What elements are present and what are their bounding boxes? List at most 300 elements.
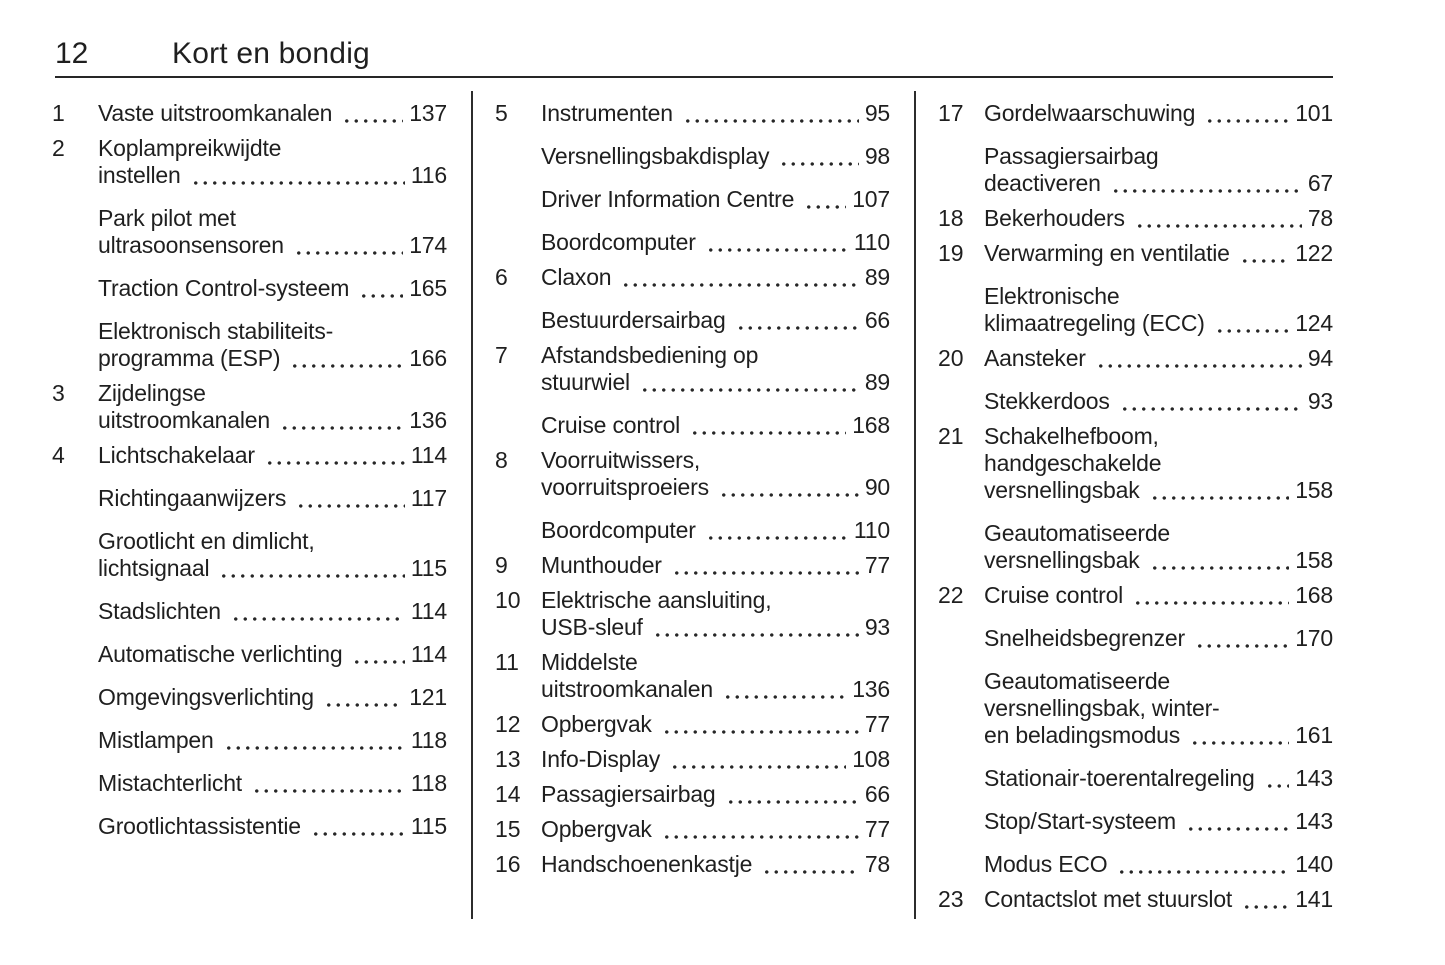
entry-number xyxy=(938,765,984,792)
entry-page-ref: 66 xyxy=(864,781,890,807)
entry-last-line xyxy=(98,162,447,189)
entry-label: Automatische verlichting xyxy=(98,641,343,667)
entry-number: 5 xyxy=(495,100,508,126)
entry-last-line xyxy=(984,477,1333,504)
entry-label: Claxon xyxy=(541,264,612,290)
entry-page-ref: 90 xyxy=(864,474,890,500)
dotted-leader xyxy=(350,641,404,668)
entry-content xyxy=(984,283,1333,337)
entry-label: Munthouder xyxy=(541,552,662,578)
entry-page-ref: 170 xyxy=(1295,625,1333,651)
entry-last-line xyxy=(541,746,890,773)
entry-number: 8 xyxy=(495,447,508,473)
entry-label: Boordcomputer xyxy=(541,229,696,255)
entry-content xyxy=(541,412,890,439)
dotted-leader xyxy=(357,275,403,302)
dotted-leader xyxy=(250,770,405,797)
entry-label: Opbergvak xyxy=(541,711,652,737)
entry-last-line xyxy=(541,369,890,396)
entry-content xyxy=(984,625,1333,652)
entry-label: Verwarming en ventilatie xyxy=(984,240,1230,266)
entry-label: Mistlampen xyxy=(98,727,214,753)
entry-content xyxy=(984,388,1333,415)
entry-content xyxy=(98,528,447,582)
entry-content xyxy=(98,205,447,259)
index-entry xyxy=(938,582,1333,609)
dotted-leader xyxy=(189,162,405,189)
entry-last-line xyxy=(98,598,447,625)
entry-label: klimaatregeling (ECC) xyxy=(984,310,1205,336)
entry-page-ref: 174 xyxy=(409,232,447,258)
index-entry xyxy=(495,100,890,127)
entry-content xyxy=(541,746,890,773)
dotted-leader xyxy=(638,369,859,396)
entry-number: 9 xyxy=(495,552,508,578)
entry-last-line xyxy=(984,345,1333,372)
entry-label-line: Zijdelingse xyxy=(98,380,206,406)
index-entry xyxy=(495,816,890,843)
entry-label: Traction Control-systeem xyxy=(98,275,350,301)
entry-number xyxy=(52,318,98,372)
entry-number xyxy=(938,520,984,574)
dotted-leader xyxy=(681,100,859,127)
index-entry xyxy=(938,345,1333,372)
entry-content xyxy=(984,205,1333,232)
page-number: 12 xyxy=(55,37,89,70)
index-entry xyxy=(52,275,447,302)
entry-label: Bestuurdersairbag xyxy=(541,307,726,333)
entry-page-ref: 114 xyxy=(410,598,447,624)
entry-page-ref: 89 xyxy=(864,369,890,395)
dotted-leader xyxy=(294,485,405,512)
entry-label: Stop/Start-systeem xyxy=(984,808,1176,834)
entry-last-line xyxy=(98,641,447,668)
entry-last-line xyxy=(98,345,447,372)
index-entry xyxy=(495,186,890,213)
entry-number xyxy=(495,143,541,170)
entry-label-line: Grootlicht en dimlicht, xyxy=(98,528,315,554)
entry-content xyxy=(98,641,447,668)
entry-page-ref: 118 xyxy=(410,727,447,753)
index-entry xyxy=(495,307,890,334)
entry-content xyxy=(98,380,447,434)
entry-number xyxy=(495,412,541,439)
entry-content xyxy=(984,240,1333,267)
entry-number xyxy=(495,517,541,544)
entry-content xyxy=(541,711,890,738)
entry-label: Richtingaanwijzers xyxy=(98,485,287,511)
entry-page-ref: 110 xyxy=(853,517,890,543)
entry-last-line xyxy=(541,851,890,878)
entry-content xyxy=(541,447,890,501)
entry-content xyxy=(541,649,890,703)
dotted-leader xyxy=(660,816,859,843)
entry-page-ref: 143 xyxy=(1295,765,1333,791)
index-entry xyxy=(495,447,890,501)
dotted-leader xyxy=(1148,547,1290,574)
index-entry xyxy=(495,781,890,808)
entry-last-line xyxy=(98,232,447,259)
entry-label: USB-sleuf xyxy=(541,614,643,640)
entry-label-line: Schakelhefboom, xyxy=(984,423,1159,449)
page-header xyxy=(55,0,1333,78)
entry-last-line xyxy=(984,765,1333,792)
index-entry xyxy=(495,517,890,544)
entry-number xyxy=(495,229,541,256)
entry-label-line: Middelste xyxy=(541,649,638,675)
index-entry xyxy=(938,240,1333,267)
entry-label: deactiveren xyxy=(984,170,1101,196)
entry-number xyxy=(938,283,984,337)
index-entry xyxy=(495,229,890,256)
entry-page-ref: 124 xyxy=(1295,310,1333,336)
entry-last-line xyxy=(98,727,447,754)
index-entry xyxy=(938,100,1333,127)
dotted-leader xyxy=(1203,100,1289,127)
entry-content xyxy=(98,598,447,625)
index-entry xyxy=(495,587,890,641)
entry-content xyxy=(984,345,1333,372)
entry-content xyxy=(98,135,447,189)
entry-last-line xyxy=(984,582,1333,609)
entry-page-ref: 94 xyxy=(1307,345,1333,371)
entry-page-ref: 118 xyxy=(410,770,447,796)
dotted-leader xyxy=(670,552,859,579)
entry-last-line xyxy=(984,547,1333,574)
dotted-leader xyxy=(1188,722,1289,749)
index-entry xyxy=(938,205,1333,232)
entry-last-line xyxy=(984,205,1333,232)
entry-page-ref: 115 xyxy=(410,555,447,581)
entry-label-line: Afstandsbediening op xyxy=(541,342,759,368)
entry-content xyxy=(98,442,447,469)
entry-last-line xyxy=(541,816,890,843)
dotted-leader xyxy=(229,598,405,625)
entry-number xyxy=(52,275,98,302)
entry-label: Lichtschakelaar xyxy=(98,442,255,468)
entry-label: uitstroomkanalen xyxy=(98,407,270,433)
entry-last-line xyxy=(98,100,447,127)
index-entry xyxy=(52,100,447,127)
dotted-leader xyxy=(217,555,405,582)
entry-number: 11 xyxy=(495,649,519,675)
entry-page-ref: 143 xyxy=(1295,808,1333,834)
index-entry xyxy=(52,641,447,668)
dotted-leader xyxy=(724,781,859,808)
entry-page-ref: 89 xyxy=(864,264,890,290)
index-entry xyxy=(938,851,1333,878)
entry-label: Passagiersairbag xyxy=(541,781,716,807)
index-entry xyxy=(938,808,1333,835)
index-entry xyxy=(52,135,447,189)
index-entry xyxy=(52,528,447,582)
entry-number: 6 xyxy=(495,264,508,290)
index-entry xyxy=(52,380,447,434)
entry-label: voorruitsproeiers xyxy=(541,474,709,500)
index-entry xyxy=(938,283,1333,337)
entry-label: Omgevingsverlichting xyxy=(98,684,314,710)
entry-label: Snelheidsbegrenzer xyxy=(984,625,1185,651)
dotted-leader xyxy=(668,746,846,773)
entry-number: 20 xyxy=(938,345,964,371)
entry-last-line xyxy=(98,275,447,302)
entry-label: ultrasoonsensoren xyxy=(98,232,284,258)
entry-last-line xyxy=(541,614,890,641)
entry-last-line xyxy=(98,407,447,434)
entry-page-ref: 165 xyxy=(409,275,447,301)
entry-last-line xyxy=(984,388,1333,415)
dotted-leader xyxy=(802,186,846,213)
entry-content xyxy=(98,727,447,754)
index-entry xyxy=(495,552,890,579)
index-entry xyxy=(938,520,1333,574)
entry-last-line xyxy=(541,711,890,738)
entry-number: 21 xyxy=(938,423,964,449)
entry-number xyxy=(52,770,98,797)
dotted-leader xyxy=(651,614,859,641)
entry-label: Instrumenten xyxy=(541,100,673,126)
entry-number: 4 xyxy=(52,442,65,468)
entry-label-line: Voorruitwissers, xyxy=(541,447,701,473)
entry-content xyxy=(984,423,1333,504)
dotted-leader xyxy=(309,813,405,840)
entry-content xyxy=(541,229,890,256)
entry-last-line xyxy=(98,684,447,711)
entry-number: 23 xyxy=(938,886,964,912)
entry-number xyxy=(938,388,984,415)
entry-last-line xyxy=(98,555,447,582)
entry-label: Vaste uitstroomkanalen xyxy=(98,100,333,126)
entry-last-line xyxy=(541,412,890,439)
entry-page-ref: 166 xyxy=(409,345,447,371)
dotted-leader xyxy=(660,711,859,738)
entry-number xyxy=(52,813,98,840)
index-entry xyxy=(495,711,890,738)
entry-last-line xyxy=(541,307,890,334)
entry-label-line: Park pilot met xyxy=(98,205,236,231)
entry-content xyxy=(984,582,1333,609)
index-entry xyxy=(938,388,1333,415)
entry-label: Stekkerdoos xyxy=(984,388,1110,414)
entry-content xyxy=(98,770,447,797)
entry-last-line xyxy=(984,625,1333,652)
entry-page-ref: 77 xyxy=(864,816,890,842)
entry-label: Mistachterlicht xyxy=(98,770,242,796)
dotted-leader xyxy=(1213,310,1289,337)
entry-number: 16 xyxy=(495,851,521,877)
entry-number: 17 xyxy=(938,100,964,126)
entry-number: 3 xyxy=(52,380,65,406)
entry-last-line xyxy=(984,240,1333,267)
entry-page-ref: 115 xyxy=(410,813,447,839)
column-divider-2 xyxy=(914,91,916,919)
entry-page-ref: 114 xyxy=(410,641,447,667)
entry-label: instellen xyxy=(98,162,181,188)
dotted-leader xyxy=(704,517,848,544)
entry-content xyxy=(98,813,447,840)
entry-number xyxy=(495,307,541,334)
entry-number xyxy=(495,186,541,213)
entry-number xyxy=(52,485,98,512)
dotted-leader xyxy=(734,307,859,334)
index-entry xyxy=(495,264,890,291)
entry-label: uitstroomkanalen xyxy=(541,676,713,702)
index-column-2 xyxy=(495,91,890,878)
dotted-leader xyxy=(288,345,403,372)
entry-content xyxy=(541,264,890,291)
dotted-leader xyxy=(619,264,858,291)
index-entry xyxy=(938,765,1333,792)
entry-page-ref: 168 xyxy=(852,412,890,438)
entry-last-line xyxy=(98,442,447,469)
index-entry xyxy=(52,727,447,754)
dotted-leader xyxy=(1263,765,1290,792)
entry-page-ref: 140 xyxy=(1295,851,1333,877)
entry-last-line xyxy=(541,143,890,170)
entry-label-line: Elektronische xyxy=(984,283,1120,309)
entry-page-ref: 77 xyxy=(864,552,890,578)
entry-number: 7 xyxy=(495,342,508,368)
index-entry xyxy=(495,851,890,878)
entry-number: 1 xyxy=(52,100,65,126)
entry-content xyxy=(98,100,447,127)
entry-number xyxy=(52,684,98,711)
entry-last-line xyxy=(984,170,1333,197)
dotted-leader xyxy=(1109,170,1302,197)
dotted-leader xyxy=(1094,345,1302,372)
entry-label-line: Passagiersairbag xyxy=(984,143,1159,169)
entry-content xyxy=(541,100,890,127)
dotted-leader xyxy=(292,232,403,259)
entry-last-line xyxy=(541,474,890,501)
entry-page-ref: 78 xyxy=(864,851,890,877)
entry-label-line: Geautomatiseerde xyxy=(984,520,1171,546)
entry-page-ref: 137 xyxy=(409,100,447,126)
entry-last-line xyxy=(984,886,1333,913)
entry-label: en beladingsmodus xyxy=(984,722,1181,748)
entry-label: versnellingsbak xyxy=(984,477,1140,503)
index-entry xyxy=(52,684,447,711)
entry-number xyxy=(52,205,98,259)
dotted-leader xyxy=(760,851,859,878)
entry-label: stuurwiel xyxy=(541,369,630,395)
entry-page-ref: 108 xyxy=(852,746,890,772)
entry-last-line xyxy=(98,813,447,840)
entry-content xyxy=(541,517,890,544)
entry-content xyxy=(541,781,890,808)
entry-label: Grootlichtassistentie xyxy=(98,813,301,839)
index-column-1 xyxy=(52,91,447,840)
entry-last-line xyxy=(98,485,447,512)
entry-number xyxy=(938,625,984,652)
entry-page-ref: 78 xyxy=(1307,205,1333,231)
entry-last-line xyxy=(984,851,1333,878)
entry-label: Bekerhouders xyxy=(984,205,1125,231)
entry-content xyxy=(984,100,1333,127)
entry-number xyxy=(52,727,98,754)
entry-last-line xyxy=(98,770,447,797)
index-entry xyxy=(938,143,1333,197)
entry-label: Opbergvak xyxy=(541,816,652,842)
entry-label: lichtsignaal xyxy=(98,555,210,581)
entry-number xyxy=(52,528,98,582)
entry-content xyxy=(98,684,447,711)
dotted-leader xyxy=(777,143,859,170)
entry-page-ref: 141 xyxy=(1295,886,1333,912)
dotted-leader xyxy=(1115,851,1289,878)
entry-label-line: Geautomatiseerde xyxy=(984,668,1171,694)
entry-page-ref: 93 xyxy=(1307,388,1333,414)
entry-last-line xyxy=(541,676,890,703)
index-entry xyxy=(938,886,1333,913)
entry-label-line: versnellingsbak, winter- xyxy=(984,695,1220,721)
entry-label: versnellingsbak xyxy=(984,547,1140,573)
entry-number: 2 xyxy=(52,135,65,161)
entry-last-line xyxy=(541,186,890,213)
dotted-leader xyxy=(688,412,846,439)
dotted-leader xyxy=(721,676,846,703)
entry-label-line: Elektrische aansluiting, xyxy=(541,587,772,613)
index-columns xyxy=(52,91,1333,919)
entry-label: Stadslichten xyxy=(98,598,221,624)
index-entry xyxy=(52,318,447,372)
entry-number: 22 xyxy=(938,582,964,608)
entry-label: Handschoenenkastje xyxy=(541,851,753,877)
entry-last-line xyxy=(541,264,890,291)
entry-content xyxy=(984,886,1333,913)
entry-page-ref: 122 xyxy=(1295,240,1333,266)
dotted-leader xyxy=(263,442,405,469)
entry-page-ref: 116 xyxy=(410,162,447,188)
entry-number: 10 xyxy=(495,587,521,613)
entry-content xyxy=(541,186,890,213)
entry-page-ref: 136 xyxy=(409,407,447,433)
entry-last-line xyxy=(541,781,890,808)
entry-number xyxy=(938,668,984,749)
dotted-leader xyxy=(717,474,859,501)
entry-number xyxy=(52,641,98,668)
index-entry xyxy=(495,746,890,773)
index-entry xyxy=(52,485,447,512)
entry-last-line xyxy=(541,552,890,579)
index-entry xyxy=(495,649,890,703)
entry-content xyxy=(541,587,890,641)
dotted-leader xyxy=(1184,808,1289,835)
entry-number xyxy=(938,808,984,835)
entry-number: 14 xyxy=(495,781,521,807)
index-column-3 xyxy=(938,91,1333,913)
dotted-leader xyxy=(1238,240,1289,267)
entry-last-line xyxy=(541,100,890,127)
entry-content xyxy=(541,816,890,843)
entry-content xyxy=(984,668,1333,749)
entry-number: 18 xyxy=(938,205,964,231)
entry-page-ref: 93 xyxy=(864,614,890,640)
entry-page-ref: 117 xyxy=(410,485,447,511)
entry-label: Contactslot met stuurslot xyxy=(984,886,1233,912)
entry-label: Cruise control xyxy=(541,412,681,438)
entry-page-ref: 95 xyxy=(864,100,890,126)
entry-content xyxy=(984,520,1333,574)
entry-content xyxy=(984,765,1333,792)
entry-content xyxy=(541,342,890,396)
entry-label-line: handgeschakelde xyxy=(984,450,1162,476)
index-entry xyxy=(938,668,1333,749)
entry-number xyxy=(938,143,984,197)
entry-content xyxy=(541,307,890,334)
entry-page-ref: 66 xyxy=(864,307,890,333)
dotted-leader xyxy=(1148,477,1290,504)
